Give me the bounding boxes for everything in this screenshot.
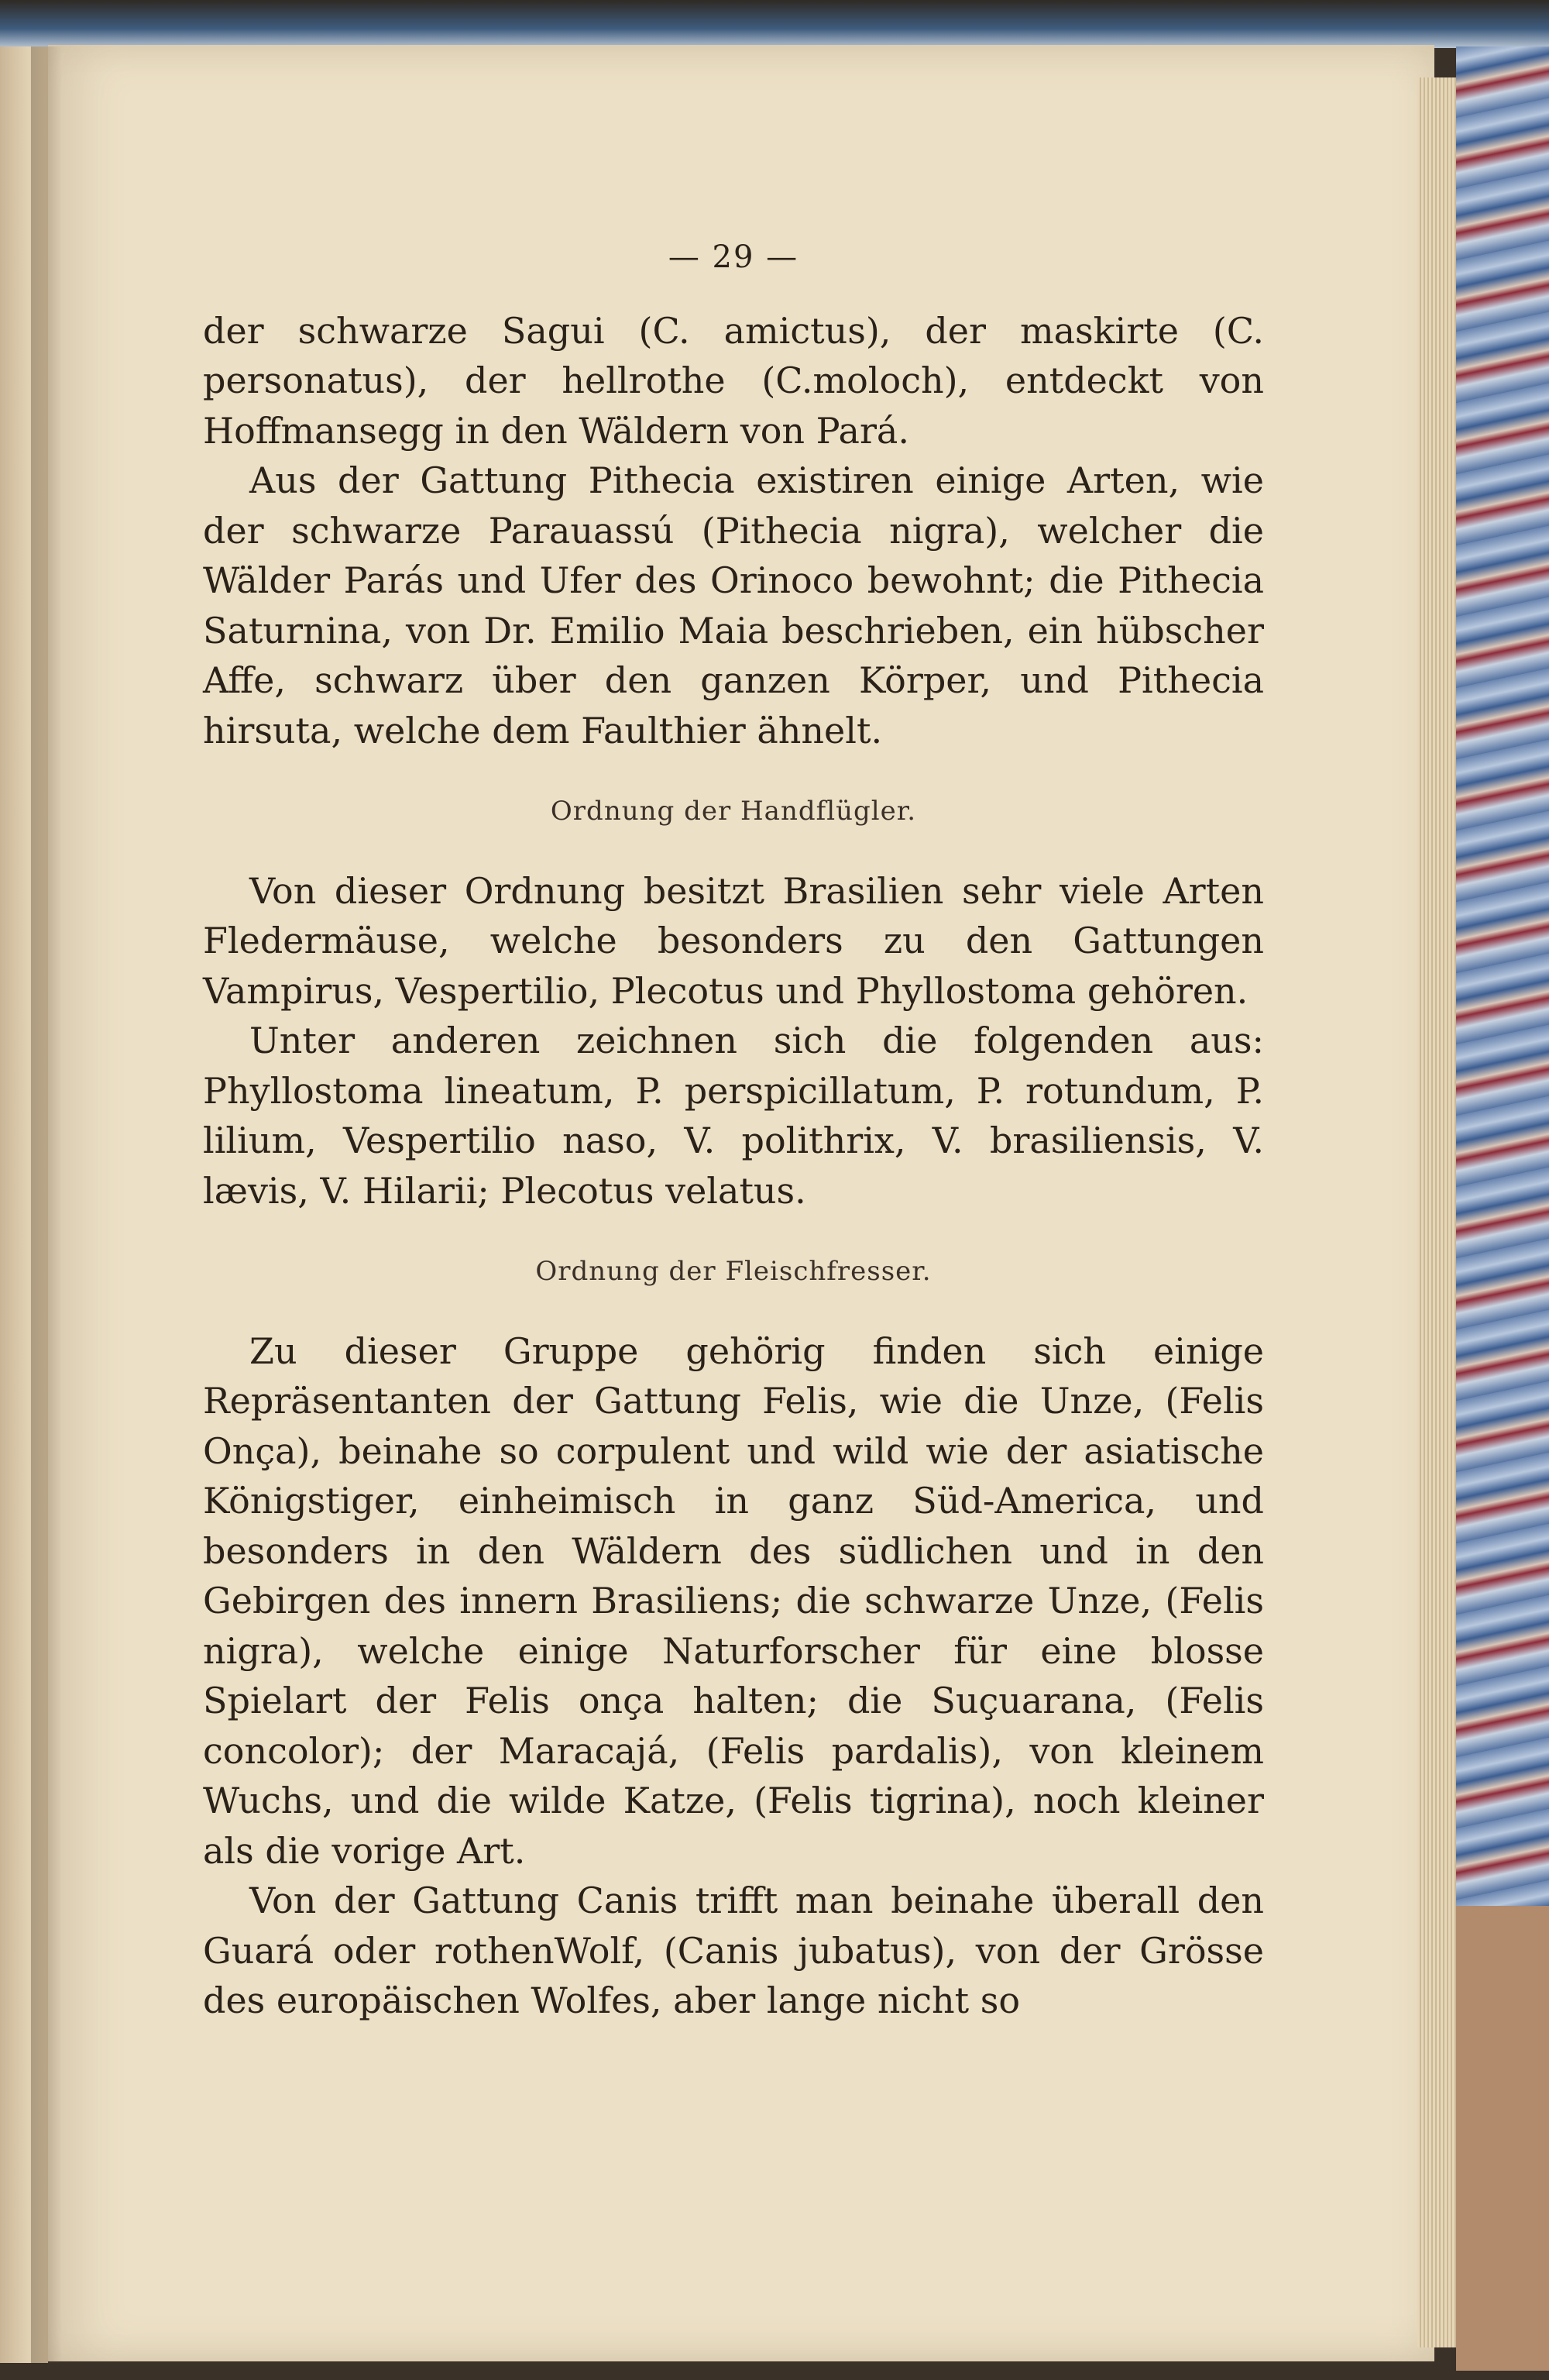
section-heading: Ordnung der Handflügler. <box>550 796 917 827</box>
paragraph: Von dieser Ordnung besitzt Brasilien sehr viele Arten Fledermäuse, welche besonders zu den Gattungen Vampirus, Vespertilio, Plecotus und Phyllostoma gehören. <box>203 869 1264 1012</box>
book-top-edge <box>0 0 1549 48</box>
paragraph: der schwarze Sagui (C. amictus), der maskirte (C. personatus), der hellrothe (C.moloch), entdeckt von Hoffmansegg in den Wäldern von Pará. <box>203 309 1264 452</box>
spine-shadow <box>31 46 62 2363</box>
page-number: — 29 — <box>668 239 799 275</box>
paragraph: Zu dieser Gruppe gehörig finden sich einige Repräsentanten der Gattung Felis, wie die Unze, (Felis Onça), beinahe so corpulent und wild wie der asiatische Königstiger, einheimisch in ganz Süd-America, und besonders in den Wäldern des südlichen und in den Gebirgen des innern Brasiliens; die schwarze Unze, (Felis nigra), welche einige Naturforscher für eine blosse Spielart der Felis onça halten; die Suçuarana, (Felis concolor); der Maracajá, (Felis pardalis), von kleinem Wuchs, und die wilde Katze, (Felis tigrina), noch kleiner als die vorige Art. <box>203 1329 1264 1872</box>
leather-cover-corner <box>1456 1906 1549 2371</box>
paragraph: Unter anderen zeichnen sich die folgenden aus: Phyllostoma lineatum, P. perspicillatum, P. rotundum, P. lilium, Vespertilio naso, V. polithrix, V. brasiliensis, V. lævis, V. Hilarii; Plecotus velatus. <box>203 1020 1264 1212</box>
page-content <box>203 232 1264 2026</box>
paragraph: Aus der Gattung Pithecia existiren einige Arten, wie der schwarze Parauassú (Pithecia nigra), welcher die Wälder Parás und Ufer des Orinoco bewohnt; die Pithecia Saturnina, von Dr. Emilio Maia beschrieben, ein hübscher Affe, schwarz über den ganzen Körper, und Pithecia hirsuta, welche dem Faulthier ähnelt. <box>203 459 1264 751</box>
page-stack-edges <box>1417 77 1458 2347</box>
paragraph: Von der Gattung Canis trifft man beinahe überall den Guará oder rothenWolf, (Canis jubatus), von der Grösse des europäischen Wolfes, aber lange nicht so <box>203 1880 1264 2021</box>
section-heading: Ordnung der Fleischfresser. <box>535 1256 932 1287</box>
